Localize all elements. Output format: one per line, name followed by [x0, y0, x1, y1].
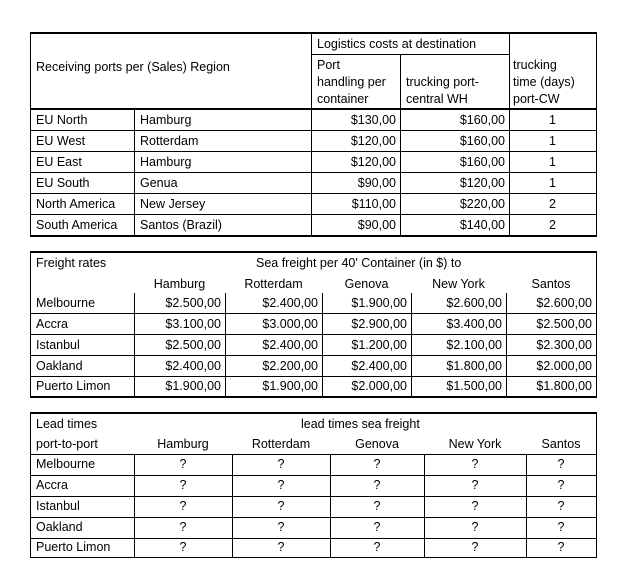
- rate-cell: $1.900,00: [262, 379, 318, 393]
- column-header-genova: Genova: [355, 437, 399, 451]
- table3-row-line: [30, 475, 597, 476]
- origin-cell: Melbourne: [36, 296, 96, 310]
- lead-times-title-line1: Lead times: [36, 417, 98, 431]
- table2-row-line: [30, 313, 597, 314]
- lead-time-cell: ?: [277, 499, 285, 513]
- rate-cell: $1.900,00: [351, 296, 407, 310]
- trucking-days-cell: 2: [549, 218, 556, 232]
- handling-cost-cell: $110,00: [351, 197, 396, 211]
- lead-time-cell: ?: [557, 478, 565, 492]
- trucking-cost-cell: $160,00: [459, 155, 505, 169]
- lead-time-cell: ?: [179, 540, 187, 554]
- lead-times-title-line2: port-to-port: [36, 437, 98, 451]
- port-handling-header-line1: Port: [317, 58, 340, 72]
- rate-cell: $1.800,00: [536, 379, 592, 393]
- region-cell: North America: [36, 197, 116, 211]
- port-handling-header-line3: container: [317, 92, 369, 106]
- lead-time-cell: ?: [471, 457, 479, 471]
- origin-cell: Oakland: [36, 520, 83, 534]
- region-cell: South America: [36, 218, 118, 232]
- trucking-time-header-line1: trucking: [513, 58, 557, 72]
- lead-times-sea-freight-header: lead times sea freight: [301, 417, 420, 431]
- lead-time-cell: ?: [373, 499, 381, 513]
- origin-cell: Accra: [36, 478, 68, 492]
- lead-time-cell: ?: [557, 540, 565, 554]
- lead-time-cell: ?: [471, 499, 479, 513]
- table1-bottom-border: [30, 235, 597, 237]
- port-cell: New Jersey: [140, 197, 206, 211]
- trucking-days-cell: 1: [549, 134, 556, 148]
- origin-cell: Melbourne: [36, 457, 96, 471]
- rate-cell: $2.900,00: [351, 317, 407, 331]
- rate-cell: $2.400,00: [351, 359, 407, 373]
- table1-row-line: [30, 151, 597, 152]
- logistics-costs-header: Logistics costs at destination: [317, 37, 477, 51]
- column-header-genova: Genova: [344, 277, 389, 291]
- table1-top-border: [30, 32, 597, 34]
- rate-cell: $2.400,00: [262, 296, 318, 310]
- lead-time-cell: ?: [557, 499, 565, 513]
- table2-right-border: [596, 251, 597, 398]
- lead-time-cell: ?: [373, 457, 381, 471]
- lead-time-cell: ?: [277, 540, 285, 554]
- table3-row-line: [30, 496, 597, 497]
- table2-row-line: [30, 334, 597, 335]
- lead-time-cell: ?: [179, 457, 187, 471]
- origin-cell: Oakland: [36, 359, 83, 373]
- port-handling-header-line2: handling per: [317, 75, 386, 89]
- rate-cell: $1.800,00: [446, 359, 502, 373]
- table3-top-border: [30, 412, 597, 414]
- rate-cell: $2.100,00: [446, 338, 502, 352]
- table1-row-line: [30, 193, 597, 194]
- table3-bottom-border: [30, 557, 597, 558]
- column-header-rotterdam: Rotterdam: [251, 437, 311, 451]
- table1-row-line: [30, 214, 597, 215]
- table1-left-border: [30, 32, 31, 237]
- origin-cell: Istanbul: [36, 338, 80, 352]
- rate-cell: $2.400,00: [165, 359, 221, 373]
- trucking-cost-cell: $220,00: [459, 197, 505, 211]
- region-cell: EU North: [36, 113, 88, 127]
- table3-row-line: [30, 454, 597, 455]
- table1-col-divider: [134, 109, 135, 236]
- table2-left-border: [30, 251, 31, 398]
- lead-time-cell: ?: [471, 478, 479, 492]
- lead-time-cell: ?: [179, 520, 187, 534]
- trucking-days-cell: 1: [549, 113, 556, 127]
- trucking-days-cell: 1: [549, 176, 556, 190]
- rate-cell: $2.200,00: [262, 359, 318, 373]
- rate-cell: $1.900,00: [165, 379, 221, 393]
- trucking-time-header-line2: time (days): [513, 75, 575, 89]
- handling-cost-cell: $120,00: [350, 155, 396, 169]
- origin-cell: Puerto Limon: [36, 540, 111, 554]
- trucking-cost-header-line1: trucking port-: [406, 75, 479, 89]
- port-cell: Hamburg: [140, 155, 192, 169]
- rate-cell: $2.000,00: [536, 359, 592, 373]
- trucking-days-cell: 2: [549, 197, 556, 211]
- rate-cell: $1.200,00: [351, 338, 407, 352]
- column-header-hamburg: Hamburg: [153, 277, 206, 291]
- table3-right-border: [596, 412, 597, 558]
- trucking-cost-header-line2: central WH: [406, 92, 468, 106]
- rate-cell: $2.300,00: [536, 338, 592, 352]
- origin-cell: Puerto Limon: [36, 379, 111, 393]
- lead-time-cell: ?: [471, 540, 479, 554]
- column-header-new-york: New York: [448, 437, 502, 451]
- handling-cost-cell: $90,00: [357, 218, 396, 232]
- column-header-hamburg: Hamburg: [157, 437, 209, 451]
- rate-cell: $2.600,00: [446, 296, 502, 310]
- column-header-santos: Santos: [541, 437, 581, 451]
- handling-cost-cell: $130,00: [350, 113, 396, 127]
- table1-title: Receiving ports per (Sales) Region: [36, 60, 230, 74]
- column-header-rotterdam: Rotterdam: [244, 277, 303, 291]
- lead-time-cell: ?: [557, 520, 565, 534]
- lead-time-cell: ?: [373, 478, 381, 492]
- port-cell: Rotterdam: [140, 134, 199, 148]
- lead-time-cell: ?: [471, 520, 479, 534]
- trucking-cost-cell: $160,00: [459, 113, 505, 127]
- lead-time-cell: ?: [373, 540, 381, 554]
- lead-time-cell: ?: [179, 478, 187, 492]
- handling-cost-cell: $120,00: [350, 134, 396, 148]
- table2-row-line: [30, 376, 597, 377]
- rate-cell: $2.500,00: [165, 338, 221, 352]
- column-header-santos: Santos: [531, 277, 571, 291]
- trucking-days-cell: 1: [549, 155, 556, 169]
- region-cell: EU East: [36, 155, 82, 169]
- region-cell: EU West: [36, 134, 86, 148]
- column-header-new-york: New York: [432, 277, 485, 291]
- rate-cell: $3.100,00: [165, 317, 221, 331]
- rate-cell: $2.500,00: [536, 317, 592, 331]
- sea-freight-header: Sea freight per 40' Container (in $) to: [256, 256, 462, 270]
- table2-bottom-border: [30, 396, 597, 398]
- table3-row-line: [30, 538, 597, 539]
- lead-time-cell: ?: [277, 520, 285, 534]
- region-cell: EU South: [36, 176, 90, 190]
- table1-row-line: [30, 130, 597, 131]
- rate-cell: $1.500,00: [446, 379, 502, 393]
- table2-top-border: [30, 251, 597, 253]
- lead-time-cell: ?: [179, 499, 187, 513]
- trucking-cost-cell: $160,00: [459, 134, 505, 148]
- port-cell: Santos (Brazil): [140, 218, 222, 232]
- table2-row-line: [30, 355, 597, 356]
- origin-cell: Istanbul: [36, 499, 80, 513]
- freight-rates-title: Freight rates: [36, 256, 107, 270]
- table1-right-border: [596, 32, 597, 237]
- port-cell: Hamburg: [140, 113, 192, 127]
- handling-cost-cell: $90,00: [357, 176, 396, 190]
- rate-cell: $2.500,00: [165, 296, 221, 310]
- port-cell: Genua: [140, 176, 178, 190]
- table3-row-line: [30, 517, 597, 518]
- lead-time-cell: ?: [277, 457, 285, 471]
- origin-cell: Accra: [36, 317, 68, 331]
- rate-cell: $2.400,00: [262, 338, 318, 352]
- table1-row-line: [30, 172, 597, 173]
- table1-group-underline: [311, 54, 509, 55]
- lead-time-cell: ?: [557, 457, 565, 471]
- rate-cell: $3.000,00: [262, 317, 318, 331]
- rate-cell: $2.600,00: [536, 296, 592, 310]
- trucking-cost-cell: $120,00: [459, 176, 505, 190]
- lead-time-cell: ?: [373, 520, 381, 534]
- rate-cell: $2.000,00: [351, 379, 407, 393]
- table1-header-border: [30, 108, 597, 110]
- trucking-cost-cell: $140,00: [459, 218, 505, 232]
- table3-left-border: [30, 412, 31, 558]
- lead-time-cell: ?: [277, 478, 285, 492]
- rate-cell: $3.400,00: [446, 317, 502, 331]
- trucking-time-header-line3: port-CW: [513, 92, 560, 106]
